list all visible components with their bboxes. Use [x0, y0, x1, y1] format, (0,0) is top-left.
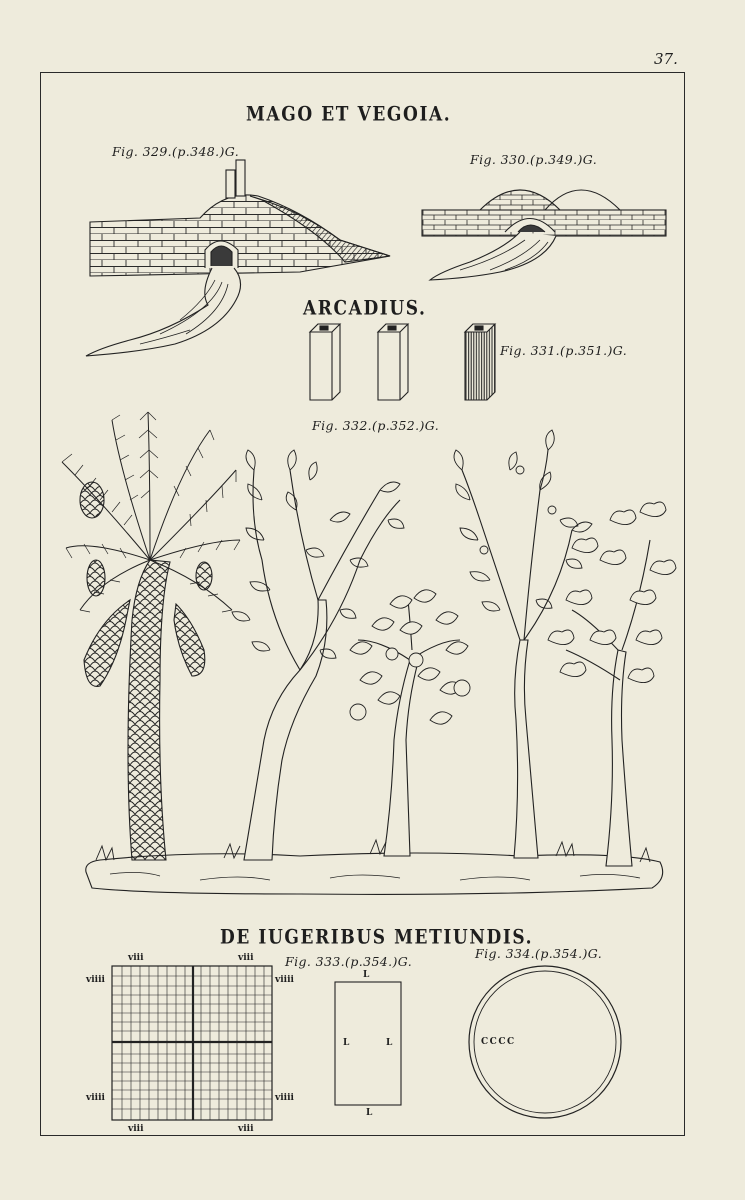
fig334-circle	[469, 966, 621, 1118]
rect-mark-bottom: L	[366, 1108, 373, 1118]
fig-label-329: Fig. 329.(p.348.)G.	[112, 144, 240, 159]
grid-numeral-top-right: viii	[238, 953, 254, 963]
fig-label-334: Fig. 334.(p.354.)G.	[475, 946, 603, 961]
section-title-iugeribus: DE IUGERIBUS METIUNDIS.	[220, 926, 534, 949]
grid-numeral-bottom-right: viii	[238, 1124, 254, 1134]
grid-numeral-left-bottom: viiii	[86, 1093, 105, 1103]
fig330-bridge-illustration	[422, 190, 666, 280]
grid-numeral-right-bottom: viiii	[275, 1093, 294, 1103]
page-number: 37.	[654, 50, 678, 68]
fig-label-332: Fig. 332.(p.352.)G.	[312, 418, 440, 433]
section-title-arcadius: ARCADIUS.	[303, 297, 427, 320]
grid-iugera-diagram	[112, 966, 272, 1120]
fig329-wall-illustration	[86, 160, 390, 356]
grid-numeral-top-left: viii	[128, 953, 144, 963]
fig331-boundary-stones	[310, 324, 495, 400]
grid-numeral-bottom-left: viii	[128, 1124, 144, 1134]
fig-label-333: Fig. 333.(p.354.)G.	[285, 954, 413, 969]
grid-numeral-right-top: viiii	[275, 975, 294, 985]
rect-mark-left: L	[343, 1038, 350, 1048]
fig-label-331: Fig. 331.(p.351.)G.	[500, 343, 628, 358]
grid-numeral-left-top: viiii	[86, 975, 105, 985]
fig-label-330: Fig. 330.(p.349.)G.	[470, 152, 598, 167]
fig333-rectangle	[335, 982, 401, 1105]
rect-mark-right: L	[386, 1038, 393, 1048]
rect-mark-top: L	[363, 970, 370, 980]
fig332-trees-illustration	[62, 412, 676, 894]
section-title-mago: MAGO ET VEGOIA.	[246, 103, 452, 126]
circle-inscription: CCCC	[481, 1037, 516, 1047]
